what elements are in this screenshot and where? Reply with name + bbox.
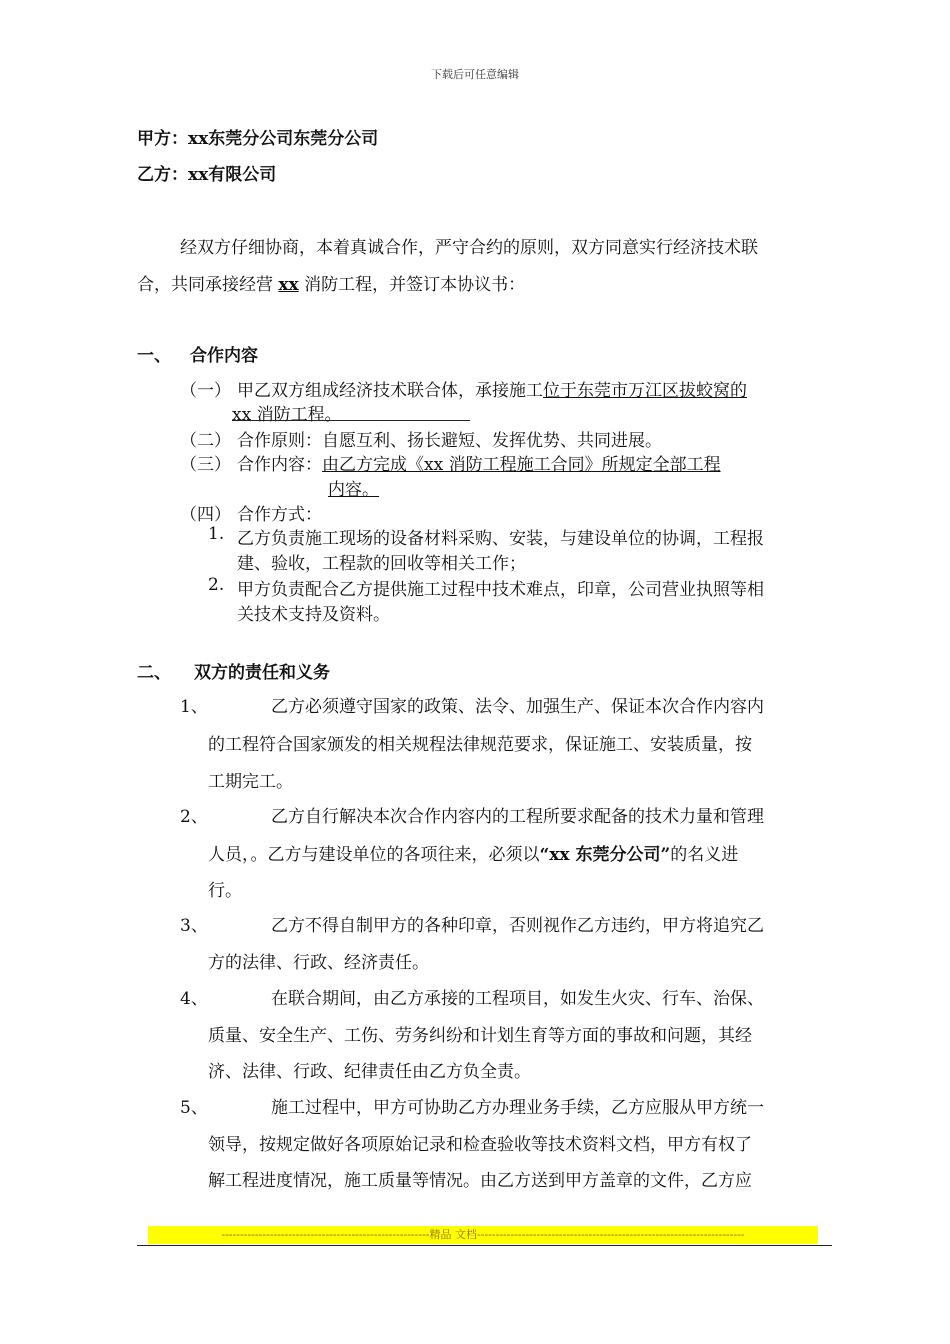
- s1-item-3-cont: 内容。: [328, 480, 379, 500]
- s1-sub-1-num: 1.: [208, 524, 225, 544]
- s1-item-1-label: （一）: [180, 381, 231, 401]
- s1-sub-2-num: 2.: [208, 575, 225, 595]
- s2-item-2-line-1: 乙方自行解决本次合作内容内的工程所要求配备的技术力量和管理: [271, 807, 764, 827]
- s1-item-4-text: 合作方式：: [237, 505, 322, 525]
- section-2-number: 二、: [137, 663, 171, 683]
- s2-item-4-line-1: 在联合期间，由乙方承接的工程项目，如发生火灾、行车、治保、: [271, 989, 764, 1009]
- section-2-title: 双方的责任和义务: [194, 663, 330, 683]
- page-header: 下载后可任意编辑: [431, 68, 519, 81]
- s2-item-4-num: 4、: [180, 989, 208, 1009]
- s1-item-1-cont: xx 消防工程。: [232, 405, 342, 425]
- s1-item-2-text: 合作原则：自愿互利、扬长避短、发挥优势、共同进展。: [237, 431, 662, 451]
- s1-sub-2-line-2: 关技术支持及资料。: [237, 605, 390, 625]
- underline-rule: [232, 420, 470, 421]
- section-1-title: 合作内容: [190, 346, 258, 366]
- footer-rule: [137, 1245, 832, 1246]
- s2-item-3-line-2: 方的法律、行政、经济责任。: [208, 953, 429, 973]
- s2-item-1-line-1: 乙方必须遵守国家的政策、法令、加强生产、保证本次合作内容内: [271, 697, 764, 717]
- s2-item-5-line-3: 解工程进度情况，施工质量等情况。由乙方送到甲方盖章的文件，乙方应: [208, 1171, 752, 1191]
- section-1-number: 一、: [137, 346, 171, 366]
- s2-item-2-line-3: 行。: [208, 881, 242, 901]
- s2-item-5-line-2: 领导，按规定做好各项原始记录和检查验收等技术资料文档，甲方有权了: [208, 1135, 752, 1155]
- s2-item-4-line-2: 质量、安全生产、工伤、劳务纠纷和计划生育等方面的事故和问题，其经: [208, 1026, 752, 1046]
- s1-sub-1-line-2: 建、验收，工程款的回收等相关工作；: [237, 554, 526, 574]
- s2-item-3-line-1: 乙方不得自制甲方的各种印章，否则视作乙方违约，甲方将追究乙: [271, 916, 764, 936]
- party-a: 甲方：xx东莞分公司东莞分公司: [137, 129, 379, 149]
- party-b: 乙方：xx有限公司: [137, 165, 277, 185]
- footer-banner: --------------------------------------------------------精品 文档------------------------------------------------------------------------: [148, 1226, 818, 1244]
- s2-item-5-line-1: 施工过程中，甲方可协助乙方办理业务手续，乙方应服从甲方统一: [271, 1098, 764, 1118]
- s2-item-4-line-3: 济、法律、行政、纪律责任由乙方负全责。: [208, 1062, 531, 1082]
- s1-sub-1-line-1: 乙方负责施工现场的设备材料采购、安装，与建设单位的协调，工程报: [237, 529, 764, 549]
- s1-item-2-label: （二）: [180, 431, 231, 451]
- s2-item-1-num: 1、: [180, 697, 208, 717]
- s1-sub-2-line-1: 甲方负责配合乙方提供施工过程中技术难点，印章，公司营业执照等相: [237, 580, 764, 600]
- intro-line-2: 合，共同承接经营 xx 消防工程，并签订本协议书：: [137, 275, 526, 295]
- s1-item-3-label: （三）: [180, 455, 231, 475]
- s2-item-2-line-2: 人员，。乙方与建设单位的各项往来，必须以“xx 东莞分公司”的名义进: [208, 845, 739, 865]
- intro-line-1: 经双方仔细协商，本着真诚合作，严守合约的原则，双方同意实行经济技术联: [180, 238, 758, 258]
- s2-item-3-num: 3、: [180, 916, 208, 936]
- s2-item-2-num: 2、: [180, 807, 208, 827]
- s2-item-5-num: 5、: [180, 1098, 208, 1118]
- project-name: xx: [278, 275, 299, 295]
- s1-item-4-label: （四）: [180, 505, 231, 525]
- s2-item-1-line-3: 工期完工。: [208, 772, 293, 792]
- s1-item-3-text: 合作内容：由乙方完成《xx 消防工程施工合同》所规定全部工程: [237, 455, 721, 475]
- s1-item-1-text: 甲乙双方组成经济技术联合体，承接施工位于东莞市万江区拔蛟窝的: [237, 381, 747, 401]
- s2-item-1-line-2: 的工程符合国家颁发的相关规程法律规范要求，保证施工、安装质量，按: [208, 735, 752, 755]
